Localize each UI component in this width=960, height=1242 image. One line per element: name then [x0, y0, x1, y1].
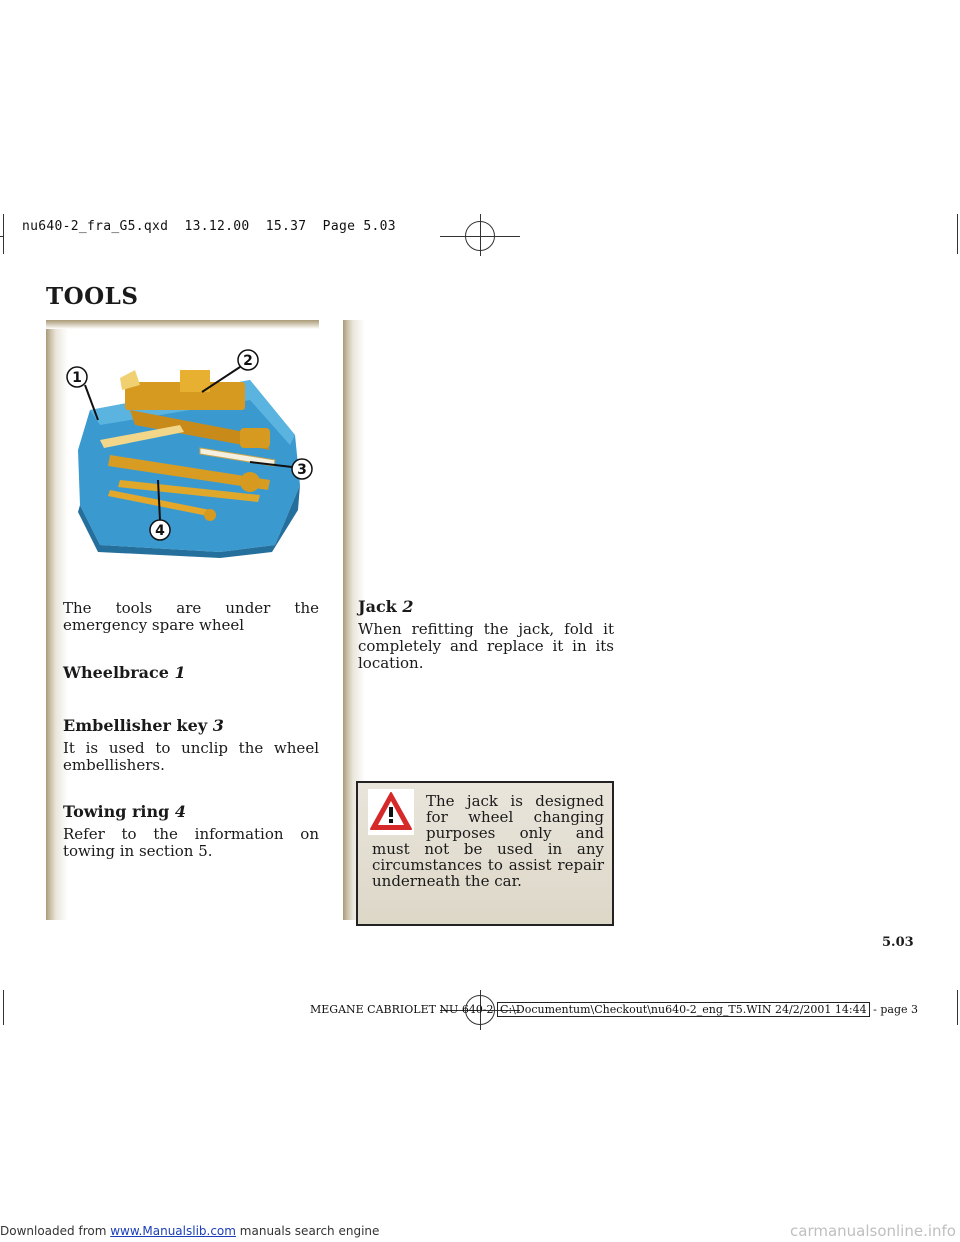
page-title: TOOLS	[46, 283, 139, 310]
crop-mark	[957, 214, 958, 254]
crop-mark	[3, 990, 4, 1025]
embellisher-text: It is used to unclip the wheel embellishers.	[63, 739, 319, 774]
download-attribution	[0, 1224, 379, 1238]
left-column-top-bar	[46, 320, 319, 329]
jack-text: When refitting the jack, fold it completely and replace it in its location.	[358, 620, 614, 672]
footer	[310, 1003, 918, 1016]
svg-text:4: 4	[155, 523, 165, 539]
crop-mark	[957, 990, 958, 1025]
towing-label: Towing ring	[63, 802, 170, 821]
wheelbrace-number: 1	[174, 663, 186, 682]
svg-text:2: 2	[243, 353, 253, 369]
svg-text:1: 1	[72, 370, 82, 386]
warning-text-container	[372, 793, 604, 889]
svg-text:3: 3	[297, 462, 307, 478]
download-suffix: manuals search engine	[239, 1224, 380, 1238]
jack-heading	[358, 597, 413, 616]
embellisher-number: 3	[212, 716, 224, 735]
crop-mark	[3, 214, 4, 254]
watermark: carmanualsonline.info	[790, 1222, 956, 1240]
intro-text: The tools are under the emergency spare wheel	[63, 599, 319, 634]
wheelbrace-heading	[63, 663, 186, 682]
wheelbrace-label: Wheelbrace	[63, 663, 169, 682]
footer-page: - page 3	[873, 1003, 918, 1016]
footer-path: C:\Documentum\Checkout\nu640-2_eng_T5.WIN 24/2/2001 14:44	[497, 1002, 870, 1017]
towing-text: Refer to the information on towing in section 5.	[63, 825, 319, 860]
tool-kit-illustration	[60, 340, 318, 580]
towing-number: 4	[174, 802, 187, 821]
jack-number: 2	[402, 597, 414, 616]
warning-box	[356, 781, 614, 926]
footer-model: MEGANE CABRIOLET NU 640-2	[310, 1003, 494, 1016]
embellisher-label: Embellisher key	[63, 716, 208, 735]
towing-heading	[63, 802, 186, 821]
embellisher-heading	[63, 716, 224, 735]
manualslib-link[interactable]: www.Manualslib.com	[110, 1224, 236, 1238]
page-number: 5.03	[882, 935, 914, 950]
file-header: nu640-2_fra_G5.qxd 13.12.00 15.37 Page 5.03	[22, 219, 396, 234]
jack-label: Jack	[358, 597, 397, 616]
download-prefix: Downloaded from	[0, 1224, 107, 1238]
warning-text: The jack is designed for wheel changing purposes only and must not be used in any circumstances to assist repair underneath the car.	[372, 792, 604, 890]
registration-circle	[465, 221, 495, 251]
